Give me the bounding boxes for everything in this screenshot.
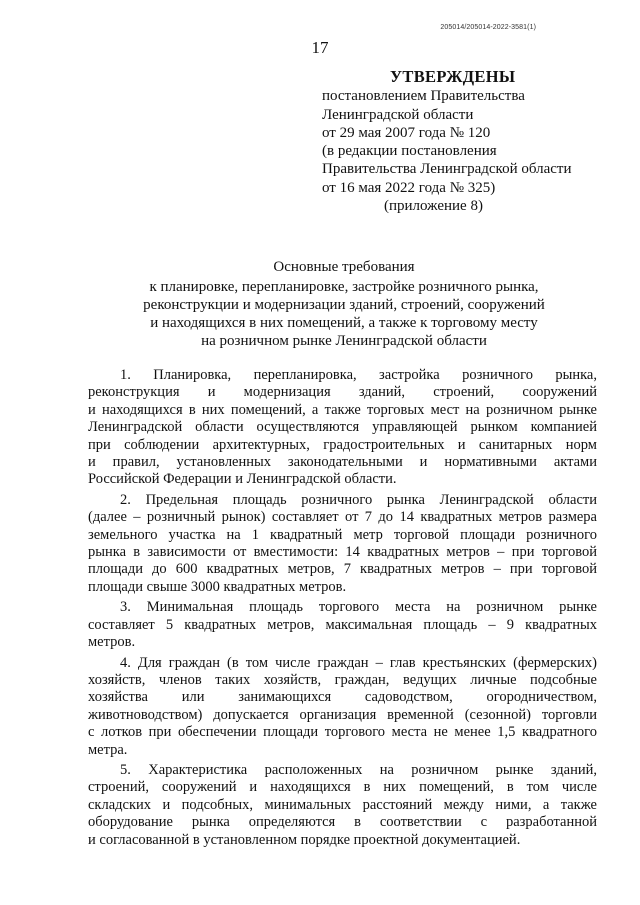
paragraph-line: хозяйства или занимающихся садоводством, огородничеством,: [88, 689, 597, 706]
paragraph-line: площади до 600 квадратных метров, 7 квадратных метров – при торговой: [88, 561, 597, 578]
paragraph-line: площади свыше 3000 квадратных метров.: [88, 578, 347, 595]
paragraph-line: Российской Федерации и Ленинградской области.: [88, 471, 397, 488]
approval-line: Ленинградской области: [322, 106, 474, 123]
paragraph-line: складских и подсобных, минимальных расстояний между ними, а также: [88, 796, 597, 813]
paragraph-line: и правил, установленных законодательными и нормативными актами: [88, 454, 597, 471]
paragraph-line: земельного участка на 1 квадратный метр торговой площади розничного: [88, 526, 597, 543]
paragraph-line: составляет 5 квадратных метров, максимальная площадь – 9 квадратных: [88, 616, 597, 633]
appendix-label: (приложение 8): [384, 198, 483, 215]
paragraph-line: строений, сооружений и находящихся в них помещений, в том числе: [88, 779, 597, 796]
title-line: на розничном рынке Ленинградской области: [201, 333, 487, 349]
paragraph-line: при соблюдении архитектурных, градостроительных и санитарных норм: [88, 436, 597, 453]
approval-line: от 29 мая 2007 года № 120: [322, 124, 491, 141]
document-title: [100, 258, 588, 350]
paragraph-line: 2. Предельная площадь розничного рынка Ленинградской области: [120, 491, 597, 508]
page-number: 17: [311, 38, 329, 57]
approval-line: (в редакции постановления: [322, 143, 497, 160]
paragraph-line: и согласованной в установленном порядке проектной документацией.: [88, 831, 521, 848]
paragraph-line: метра.: [88, 741, 128, 758]
paragraph-3: [88, 599, 597, 651]
paragraph-line: (далее – розничный рынок) составляет от 7 до 14 квадратных метров размера: [88, 509, 597, 526]
paragraph-line: 4. Для граждан (в том числе граждан – глав крестьянских (фермерских): [120, 654, 597, 671]
paragraph-line: метров.: [88, 634, 136, 651]
title-line: к планировке, перепланировке, застройке розничного рынка,: [149, 279, 539, 295]
paragraph-line: хозяйств, членов таких хозяйств, граждан, ведущих личные подсобные: [88, 671, 597, 688]
approval-line: от 16 мая 2022 года № 325): [322, 179, 496, 196]
paragraph-line: 3. Минимальная площадь торгового места на розничном рынке: [120, 599, 597, 616]
paragraph-line: 1. Планировка, перепланировка, застройка розничного рынка,: [120, 367, 597, 383]
paragraph-5: [88, 762, 597, 849]
approval-stamp: [322, 68, 622, 215]
document-code: 205014/205014-2022-3581(1): [440, 24, 536, 31]
paragraph-2: [88, 492, 597, 596]
title-line: и находящихся в них помещений, а также к торговому месту: [150, 315, 538, 331]
paragraph-line: Ленинградской области осуществляются управляющей рынком компанией: [88, 419, 597, 436]
paragraph-line: оборудование рынка определяются в соответствии с разработанной: [88, 814, 597, 831]
approval-line: Правительства Ленинградской области: [322, 161, 572, 178]
approval-line: постановлением Правительства: [322, 88, 525, 105]
title-main: Основные требования: [273, 259, 415, 275]
paragraph-1: [88, 367, 597, 489]
approved-heading: УТВЕРЖДЕНЫ: [390, 67, 516, 86]
paragraph-line: 5. Характеристика расположенных на розничном рынке зданий,: [120, 761, 597, 778]
title-line: реконструкции и модернизации зданий, строений, сооружений: [143, 297, 545, 313]
document-body: [88, 367, 597, 852]
paragraph-line: рынка в зависимости от вместимости: 14 квадратных метров – при торговой: [88, 544, 597, 561]
paragraph-line: с лотков при обеспечении площади торгового места не менее 1,5 квадратного: [88, 724, 597, 741]
paragraph-line: животноводством) допускается организация временной (сезонной) торговли: [88, 706, 597, 723]
paragraph-line: и находящихся в них помещений, а также торговых мест на розничном рынке: [88, 401, 597, 418]
paragraph-4: [88, 655, 597, 759]
paragraph-line: реконструкция и модернизация зданий, строений, сооружений: [88, 384, 597, 401]
